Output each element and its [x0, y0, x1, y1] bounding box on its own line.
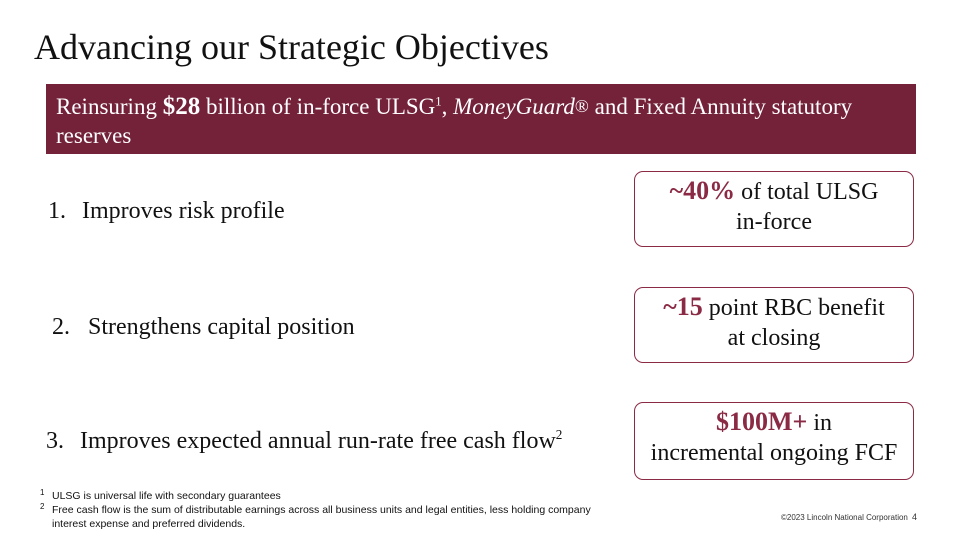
callout-line-1: [635, 407, 913, 438]
banner-footnote-ref: 1: [435, 94, 442, 109]
banner-amount: $28: [162, 93, 201, 120]
objective-number: 3.: [46, 428, 64, 454]
footnote-number: 2: [40, 502, 45, 511]
objective-item-3: [46, 428, 562, 455]
banner-prefix: Reinsuring: [56, 94, 163, 119]
footnotes: [40, 489, 600, 531]
objective-text: Strengthens capital position: [88, 314, 355, 340]
banner-suffix: and Fixed Annuity statutory reserves: [56, 94, 853, 148]
banner-middle: billion of in-force ULSG: [200, 94, 436, 119]
callout-capital-position: [634, 287, 914, 363]
callout-highlight: ~15: [663, 292, 703, 321]
footnote-text: ULSG is universal life with secondary guarantees: [52, 490, 281, 502]
banner-comma: ,: [441, 94, 454, 119]
callout-text: in: [807, 410, 833, 436]
copyright-notice: ©2023 Lincoln National Corporation: [781, 513, 908, 522]
callout-line-2: in-force: [736, 209, 812, 235]
page-number: 4: [912, 512, 918, 522]
callout-highlight: ~40%: [669, 176, 736, 205]
objective-number: 2.: [52, 314, 70, 340]
registered-mark: ®: [574, 96, 589, 116]
callout-line-2: incremental ongoing FCF: [650, 440, 898, 466]
footnote-number: 1: [40, 488, 45, 497]
footnote-2: [40, 503, 600, 531]
objective-text: [80, 428, 562, 454]
objective-text: Improves risk profile: [82, 198, 285, 224]
callout-line-1: [635, 292, 913, 323]
callout-line-1: [635, 176, 913, 207]
callout-free-cash-flow: [634, 402, 914, 480]
callout-risk-profile: [634, 171, 914, 247]
footnote-1: [40, 489, 600, 503]
headline-banner: [46, 84, 916, 154]
callout-line-2: at closing: [727, 325, 821, 351]
footnote-text: Free cash flow is the sum of distributable earnings across all business units and legal entities, less holding company interest expense and preferred dividends.: [52, 504, 591, 530]
slide-title: Advancing our Strategic Objectives: [34, 27, 549, 67]
objective-footnote-ref: 2: [555, 427, 563, 442]
callout-text: of total ULSG: [735, 179, 879, 205]
banner-product: MoneyGuard: [453, 94, 575, 119]
objective-item-1: [48, 198, 285, 225]
callout-highlight: $100M+: [715, 407, 808, 436]
objective-number: 1.: [48, 198, 66, 224]
objective-item-2: [52, 314, 355, 341]
objective-text-content: Improves expected annual run-rate free cash flow: [80, 428, 556, 454]
callout-text: point RBC benefit: [702, 295, 885, 321]
